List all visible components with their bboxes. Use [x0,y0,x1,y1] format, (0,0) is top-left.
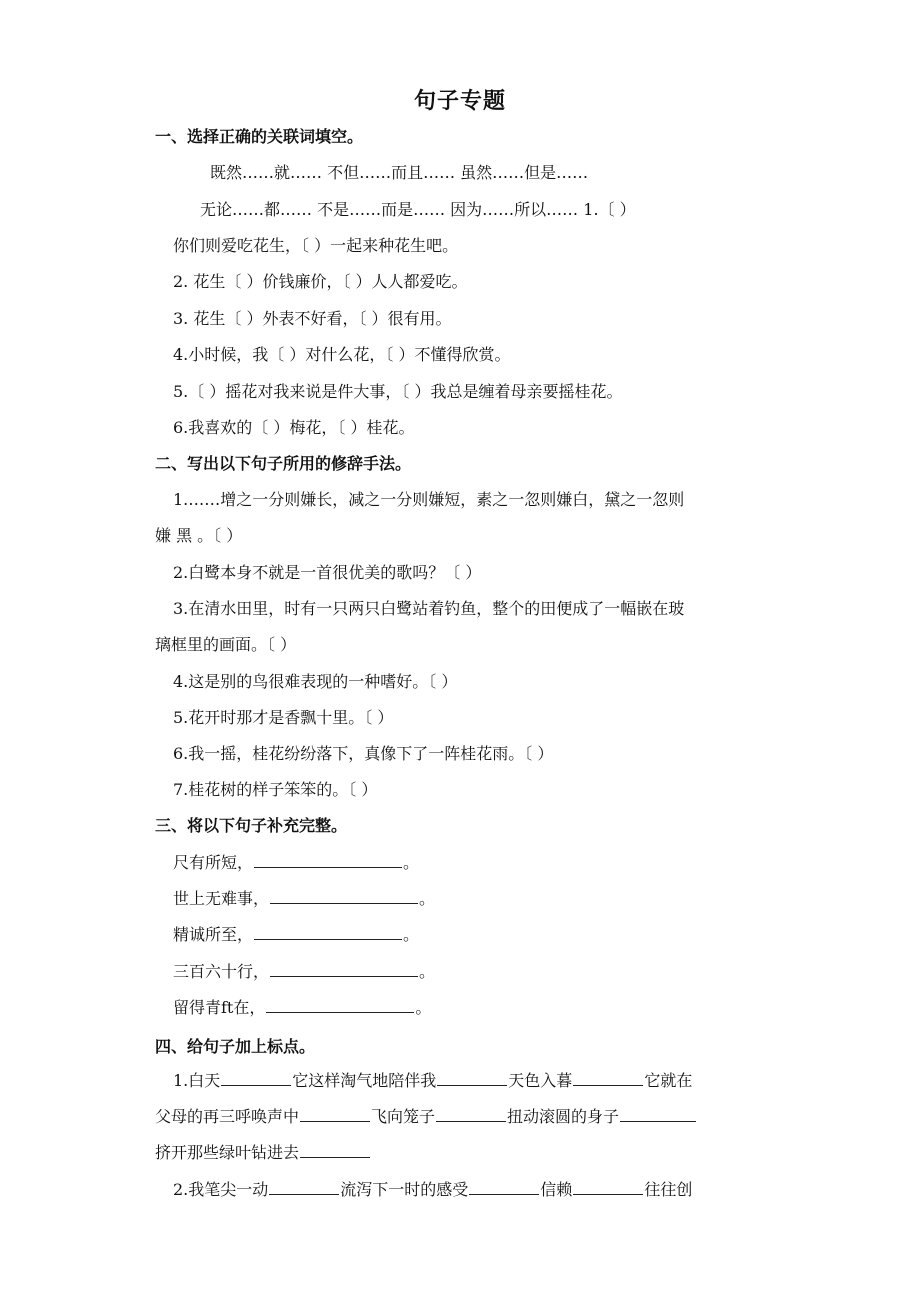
line-suffix: 。 [419,962,436,981]
punctuation-blank[interactable] [437,1069,507,1086]
line-prefix: 精诚所至， [173,925,254,944]
line-suffix: 。 [419,889,436,908]
question-line: 6.我喜欢的〔 ）梅花，〔 ）桂花。 [173,418,415,437]
question-line: 4.这是别的鸟很难表现的一种嗜好。〔 ） [173,672,458,691]
text-segment: 天色入暮 [508,1071,573,1090]
text-segment: 父母的再三呼唤声中 [155,1107,300,1126]
line-prefix: 尺有所短， [173,853,254,872]
conjunction-options-row-2: 无论……都…… 不是……而是…… 因为……所以…… 1.〔 ） [200,200,636,219]
answer-blank[interactable] [270,960,418,977]
punctuation-blank[interactable] [269,1178,339,1195]
question-line: 7.桂花树的样子笨笨的。〔 ） [173,780,378,799]
punctuation-blank[interactable] [436,1105,506,1122]
punctuation-line [173,1177,692,1200]
question-line: 嫌 黑 。〔 ） [155,526,243,545]
question-line: 3. 花生〔 ）外表不好看，〔 ）很有用。 [173,309,452,328]
punctuation-blank[interactable] [469,1178,539,1195]
line-prefix: 三百六十行， [173,962,270,981]
text-segment: 飞向笼子 [371,1107,436,1126]
text-segment: 它就在 [644,1071,693,1090]
punctuation-blank[interactable] [573,1069,643,1086]
answer-blank[interactable] [266,996,414,1013]
text-segment: 它这样淘气地陪伴我 [292,1071,437,1090]
question-line: 5.〔 ）摇花对我来说是件大事，〔 ）我总是缠着母亲要摇桂花。 [173,382,623,401]
punctuation-blank[interactable] [573,1178,643,1195]
fill-in-line [173,922,419,945]
line-prefix: 世上无难事， [173,889,270,908]
question-line: 2. 花生〔 ）价钱廉价，〔 ）人人都爱吃。 [173,272,468,291]
question-line: 4.小时候，我〔 ）对什么花，〔 ）不懂得欣赏。 [173,345,511,364]
question-line: 1.……增之一分则嫌长，减之一分则嫌短，素之一忽则嫌白，黛之一忽则 [173,490,685,509]
question-line: 5.花开时那才是香飘十里。〔 ） [173,708,394,727]
text-segment: 往往创 [644,1180,693,1199]
text-segment: 流泻下一时的感受 [340,1180,469,1199]
text-segment: 信赖 [540,1180,573,1199]
text-segment: 扭动滚圆的身子 [507,1107,620,1126]
punctuation-line [155,1140,371,1163]
fill-in-line [173,959,435,982]
section-3-heading: 三、将以下句子补充完整。 [155,816,348,835]
question-line: 6.我一摇，桂花纷纷落下，真像下了一阵桂花雨。〔 ） [173,744,554,763]
text-segment: 1.白天 [173,1071,221,1090]
line-suffix: 。 [403,925,420,944]
fill-in-line [173,850,419,873]
line-prefix: 留得青ft在， [173,998,266,1017]
conjunction-options-row-1: 既然……就…… 不但……而且…… 虽然……但是…… [210,163,589,182]
fill-in-line [173,995,431,1018]
line-suffix: 。 [415,998,432,1017]
section-1-heading: 一、选择正确的关联词填空。 [155,127,364,146]
punctuation-blank[interactable] [300,1105,370,1122]
question-line: 2.白鹭本身不就是一首很优美的歌吗？〔 ） [173,563,482,582]
punctuation-blank[interactable] [221,1069,291,1086]
punctuation-blank[interactable] [620,1105,696,1122]
question-line: 3.在清水田里，时有一只两只白鹭站着钓鱼，整个的田便成了一幅嵌在玻 [173,599,685,618]
punctuation-blank[interactable] [300,1141,370,1158]
section-4-heading: 四、给句子加上标点。 [155,1037,316,1056]
answer-blank[interactable] [270,887,418,904]
line-suffix: 。 [403,853,420,872]
fill-in-line [173,886,435,909]
section-2-heading: 二、写出以下句子所用的修辞手法。 [155,454,412,473]
page-title: 句子专题 [413,89,506,114]
text-segment: 挤开那些绿叶钻进去 [155,1143,300,1162]
question-line: 璃框里的画面。〔 ） [155,635,297,654]
question-line: 你们则爱吃花生，〔 ）一起来种花生吧。 [173,236,459,255]
text-segment: 2.我笔尖一动 [173,1180,269,1199]
punctuation-line [173,1068,753,1091]
answer-blank[interactable] [254,851,402,868]
answer-blank[interactable] [254,923,402,940]
punctuation-line [155,1104,697,1127]
